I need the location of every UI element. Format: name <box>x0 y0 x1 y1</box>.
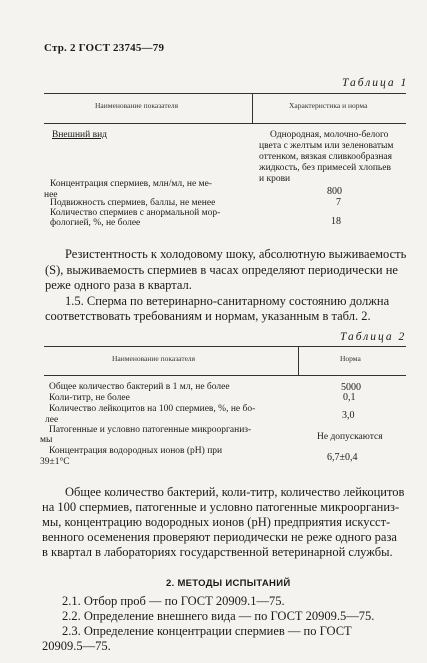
paragraph-line: Общее количество бактерий, коли-титр, количество лейкоцитов <box>65 485 405 499</box>
table2-row-name: Общее количество бактерий в 1 мл, не более <box>49 382 230 392</box>
table1-appearance-line: жидкость, без примесей хлопьев <box>259 163 391 173</box>
method-line: 2.2. Определение внешнего вида — по ГОСТ 20909.5—75. <box>62 609 375 623</box>
table2-header-rule <box>44 375 406 376</box>
method-line: 2.1. Отбор проб — по ГОСТ 20909.1—75. <box>62 594 285 608</box>
paragraph-line: Резистентность к холодовому шоку, абсолютную выживаемость <box>65 247 407 261</box>
section-title: 2. МЕТОДЫ ИСПЫТАНИЙ <box>166 578 291 589</box>
table2-column-divider <box>298 346 299 375</box>
table1-col-value-header: Характеристика и норма <box>289 101 368 110</box>
table2-row-value: 3,0 <box>342 410 355 421</box>
table1-row-name: фологией, %, не более <box>50 218 141 228</box>
table1-row-name: Количество спермиев с анормальной мор- <box>50 208 221 218</box>
paragraph-line: в квартал в лабораториях государственной ветеринарной службы. <box>42 545 393 559</box>
table1-row-value: 7 <box>336 197 341 208</box>
table2-caption: Таблица 2 <box>340 331 407 343</box>
paragraph-line: на 100 спермиев, патогенные и условно патогенные микроорганиз- <box>42 500 400 514</box>
table1-appearance-line: и крови <box>259 174 291 184</box>
table2-row-name: Количество лейкоцитов на 100 спермиев, %, не бо- <box>49 404 256 414</box>
table1-caption: Таблица 1 <box>342 77 409 89</box>
table1-appearance-line: Однородная, молочно-белого <box>270 130 389 140</box>
table1-row-name: Внешний вид <box>52 130 107 140</box>
table2-row-name: мы <box>40 435 53 445</box>
table2-row-name: Коли-титр, не более <box>49 393 130 403</box>
table1-row-name: Концентрация спермиев, млн/мл, не ме- <box>50 179 212 189</box>
table2-col-name-header: Наименование показателя <box>112 354 196 363</box>
paragraph-line: реже одного раза в квартал. <box>45 278 192 292</box>
table1-row-value: 18 <box>331 216 341 227</box>
table1-appearance-line: оттенком, вязкая сливкообразная <box>259 152 392 162</box>
table1-col-name-header: Наименование показателя <box>95 101 179 110</box>
table1-appearance-line: цвета с желтым или зеленоватым <box>259 141 394 151</box>
method-line: 20909.5—75. <box>42 639 111 653</box>
method-line: 2.3. Определение концентрации спермиев — по ГОСТ <box>62 624 352 638</box>
paragraph-line: соответствовать требованиям и нормам, указанным в табл. 2. <box>45 309 371 323</box>
paragraph-line: мы, концентрацию водородных ионов (pH) предприятия искусст- <box>42 515 391 529</box>
table2-col-value-header: Норма <box>340 354 361 363</box>
table2-row-value: 6,7±0,4 <box>327 452 358 463</box>
page-header: Стр. 2 ГОСТ 23745—79 <box>44 42 165 54</box>
paragraph-line: (S), выживаемость спермиев в часах определяют периодически не <box>45 263 398 277</box>
table2-row-value: 5000 <box>341 382 361 393</box>
table2-row-name: лее <box>45 415 59 425</box>
table1-row-value: 800 <box>327 186 342 197</box>
table2-row-name: Концентрация водородных ионов (pH) при <box>49 446 223 456</box>
table2-row-value: Не допускаются <box>317 432 383 442</box>
table2-row-name: 39±1°С <box>40 457 70 467</box>
paragraph-line: венного осеменения проверяют периодически не реже одного раза <box>42 530 397 544</box>
table1-row-name: нее <box>44 190 58 200</box>
table2-row-name: Патогенные и условно патогенные микроорганиз- <box>49 425 252 435</box>
table2-top-rule <box>44 346 406 347</box>
table1-row-name: Подвижность спермиев, баллы, не менее <box>50 198 216 208</box>
table1-column-divider <box>252 93 253 123</box>
table2-row-value: 0,1 <box>343 392 356 403</box>
table1-header-rule <box>44 123 406 124</box>
table1-top-rule <box>44 93 406 94</box>
paragraph-line: 1.5. Сперма по ветеринарно-санитарному состоянию должна <box>65 294 390 308</box>
